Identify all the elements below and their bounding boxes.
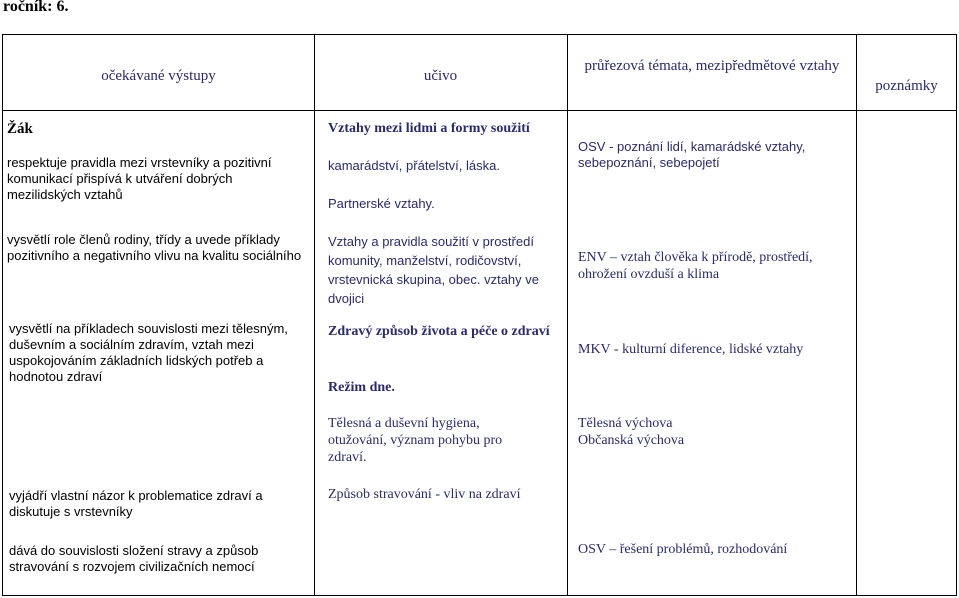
cross-topic-1: OSV - poznání lidí, kamarádské vztahy, sebepoznání, sebepojetí [578, 139, 806, 170]
header-curriculum: učivo [423, 68, 458, 84]
outcome-2: vysvětlí role členů rodiny, třídy a uvede příklady pozitivního a negativního vlivu na kvalitu sociálního [7, 232, 302, 263]
curriculum-heading-3: Režim dne. [328, 380, 395, 395]
header-cross-topics: průřezová témata, mezipředmětové vztahy [584, 58, 840, 74]
cross-topic-2: ENV – vztah člověka k přírodě, prostředí, ohrožení ovzduší a klima [578, 250, 813, 282]
curriculum-heading-1: Vztahy mezi lidmi a formy soužití [328, 121, 530, 136]
curriculum-table [2, 34, 957, 596]
header-expected-outcomes: očekávané výstupy [101, 68, 216, 84]
curriculum-text-2: Partnerské vztahy. [328, 196, 435, 211]
header-divider [3, 110, 956, 111]
outcome-4: vyjádří vlastní názor k problematice zdraví a diskutuje s vrstevníky [9, 488, 263, 519]
column-divider [314, 35, 315, 595]
header-notes: poznámky [875, 78, 938, 94]
cross-topic-4b: Občanská výchova [578, 433, 685, 448]
cross-topic-4a: Tělesná výchova [578, 416, 673, 431]
curriculum-text-5: Způsob stravování - vliv na zdraví [328, 487, 521, 502]
curriculum-text-1: kamarádství, přátelství, láska. [328, 158, 500, 173]
curriculum-text-3: Vztahy a pravidla soužití v prostředí komunity, manželství, rodičovství, vrstevnická skupina, obec. vztahy ve dvojici [328, 234, 539, 306]
outcome-5: dává do souvislosti složení stravy a způsob stravování s rozvojem civilizačních nemocí [9, 543, 259, 574]
curriculum-heading-2: Zdravý způsob života a péče o zdraví [328, 324, 550, 339]
curriculum-text-4: Tělesná a duševní hygiena, otužování, význam pohybu pro zdraví. [328, 416, 503, 465]
student-label: Žák [7, 121, 33, 137]
outcome-3: vysvětlí na příkladech souvislosti mezi tělesným, duševním a sociálním zdravím, vztah mezi uspokojováním základních lidských potřeb a hodnotou zdraví [9, 321, 288, 384]
outcome-1: respektuje pravidla mezi vrstevníky a pozitivní komunikací přispívá k utváření dobrých mezilidských vztahů [7, 155, 272, 202]
page-title: ročník: 6. [3, 0, 69, 15]
cross-topic-3: MKV - kulturní diference, lidské vztahy [578, 342, 804, 357]
column-divider [567, 35, 568, 595]
cross-topic-5: OSV – řešení problémů, rozhodování [578, 542, 788, 557]
column-divider [856, 35, 857, 595]
